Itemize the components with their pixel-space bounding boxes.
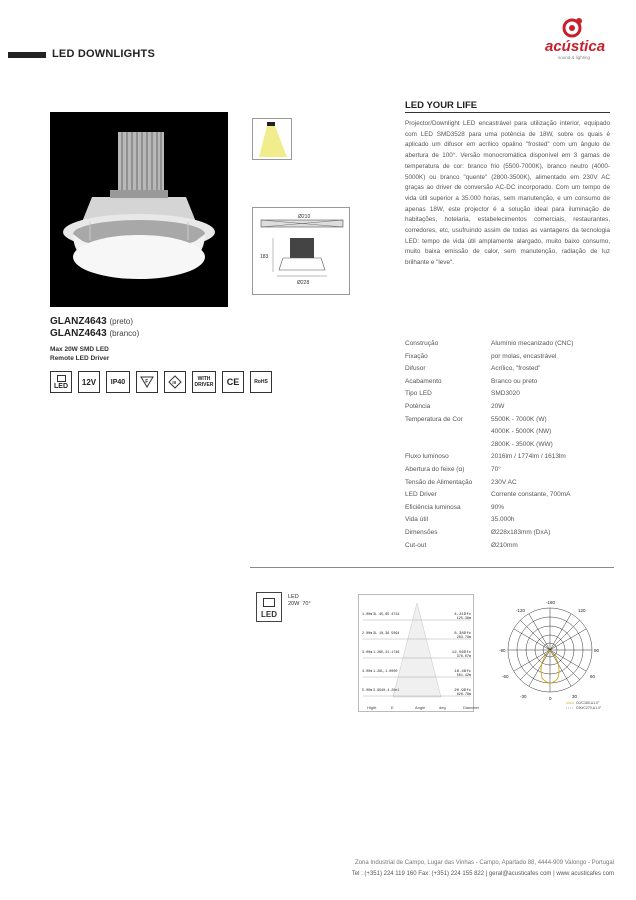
spec-value: 230V AC bbox=[491, 478, 517, 486]
polar-label-bottom: 0 bbox=[549, 696, 552, 701]
spec-row bbox=[405, 464, 573, 477]
dim-height-label: 183 bbox=[260, 254, 269, 260]
spec-row bbox=[405, 502, 573, 515]
product-variant-white: (branco) bbox=[109, 329, 140, 338]
spec-key: Temperatura de Cor bbox=[405, 415, 463, 423]
beam-row-r2: 626.78m bbox=[456, 693, 471, 697]
spec-value: 4000K - 5000K (NW) bbox=[491, 428, 552, 436]
spec-row bbox=[405, 489, 573, 502]
beam-row-h: 5.00m bbox=[362, 689, 373, 693]
svg-text:F: F bbox=[145, 379, 149, 385]
polar-label-lower-right: 60 bbox=[590, 674, 596, 679]
with-driver-icon: WITH DRIVER bbox=[192, 371, 216, 393]
beam-row-r2: 125.38m bbox=[456, 617, 471, 621]
beam-row-r: 16.48fc bbox=[454, 670, 471, 674]
polar-label-mid-left: -90 bbox=[499, 648, 506, 653]
spec-value: 35.000h bbox=[491, 516, 515, 524]
product-variant-black: (preto) bbox=[109, 317, 134, 326]
short-specs bbox=[50, 345, 109, 363]
spec-key: Acabamento bbox=[405, 377, 442, 385]
led-note: LED 20W 70° bbox=[288, 594, 311, 607]
spec-row bbox=[405, 426, 573, 439]
beam-row-l: 1.26E,31.1746 bbox=[373, 651, 400, 655]
spec-row bbox=[405, 451, 573, 464]
spec-key: Eficiência luminosa bbox=[405, 503, 461, 511]
spec-row bbox=[405, 388, 573, 401]
dimension-drawing bbox=[252, 207, 350, 295]
brand-logo-text: acústica bbox=[545, 38, 606, 55]
beam-footer-label: Hight bbox=[367, 705, 377, 710]
spec-value: Ø228x183mm (DxA) bbox=[491, 528, 551, 536]
beam-row-l: 3L 10,36 5894 bbox=[373, 632, 400, 636]
spec-row bbox=[405, 540, 573, 553]
polar-label-top-left: -120 bbox=[516, 608, 526, 613]
led-icon: LED bbox=[50, 371, 72, 393]
spec-line-1: Max 20W SMD LED bbox=[50, 346, 109, 353]
svg-text:III: III bbox=[172, 379, 177, 385]
section-divider bbox=[405, 112, 610, 113]
beam-row-r: 8.38Dfc bbox=[454, 632, 471, 636]
beam-row-r: 20.9Dfc bbox=[454, 689, 471, 693]
spec-key: Potência bbox=[405, 402, 431, 410]
spec-row bbox=[405, 414, 573, 427]
beam-row-l: 3L 45,65 4724 bbox=[373, 613, 400, 617]
beam-row-r: 4.21Dfc bbox=[454, 613, 471, 617]
section-title: LED YOUR LIFE bbox=[405, 100, 478, 111]
beam-footer-label: Angle bbox=[415, 705, 426, 710]
spec-row bbox=[405, 376, 573, 389]
brand-tagline: sound & lighting bbox=[558, 55, 591, 60]
spec-value: SMD3020 bbox=[491, 390, 520, 398]
spec-row bbox=[405, 338, 573, 351]
beam-footer-label: E bbox=[391, 705, 394, 710]
beam-row-h: 4.00m bbox=[362, 670, 373, 674]
spec-value: 20W bbox=[491, 402, 505, 410]
product-code-black: GLANZ4643 bbox=[50, 316, 107, 327]
polar-intensity-chart bbox=[498, 592, 616, 712]
ce-mark-icon: CE bbox=[222, 371, 244, 393]
ip-rating-icon: IP40 bbox=[106, 371, 130, 393]
spec-key: Fixação bbox=[405, 352, 428, 360]
beam-row-h: 1.00m bbox=[362, 613, 373, 617]
beam-row-l: 3.6940,4.20nl bbox=[373, 689, 400, 693]
polar-label-top: -180 bbox=[546, 600, 556, 605]
f-mark-icon bbox=[136, 371, 158, 393]
beam-distribution-chart bbox=[358, 594, 480, 712]
class-iii-icon bbox=[164, 371, 186, 393]
spec-value: 90% bbox=[491, 503, 505, 511]
beam-row-h: 2.00m bbox=[362, 632, 373, 636]
spec-value: Corrente constante, 700mA bbox=[491, 491, 571, 499]
spec-row bbox=[405, 527, 573, 540]
beam-row-r: 12.56Dfc bbox=[451, 651, 471, 655]
product-description: Projector/Downlight LED encastrável para utilização interior, equipado com LED SMD3528 para uma potência de 18W, sobre os quais é aplicado um difusor em acrílico opalino "frosted" com um ângulo de abertura de 100°. Versão monocromática disponível em 3 gamas de temperatura de cor: branco frio (5500-7000K), branco neutro (4000-5000K) ou branco "quente" (2800-3500K), alimentado em 230V AC graças ao driver de conversão AC-DC incorporado. Com um tempo de vida útil superior a 35.000 horas, sem manutenção, e um consumo de apenas 18W, este projector é a solução ideal para iluminação de habitações, hotelaria, estabelecimentos comerciais, restaurantes, corredores, etc, usufruindo assim de todas as vantagens da tecnologia LED: tempo de vida útil amplamente alargado, muito baixo consumo, muito baixa emissão de calor, sem manutenção, radiação de luz brilhante e "leve". bbox=[405, 120, 610, 267]
spec-key: Vida útil bbox=[405, 516, 429, 524]
spec-key: Cut-out bbox=[405, 541, 427, 549]
dim-bottom-label: Ø228 bbox=[297, 280, 310, 286]
spec-value: 2016lm / 1774lm / 1613lm bbox=[491, 453, 566, 461]
product-code-white: GLANZ4643 bbox=[50, 328, 107, 339]
certification-icons bbox=[50, 371, 272, 393]
spec-row bbox=[405, 439, 573, 452]
beam-row-l: 1.26L,1.0000 bbox=[373, 670, 398, 674]
spec-key bbox=[405, 439, 491, 452]
spec-value: Acrílico, "frosted" bbox=[491, 365, 541, 373]
spec-value: 5500K - 7000K (W) bbox=[491, 415, 547, 423]
spec-value: Branco ou preto bbox=[491, 377, 538, 385]
rohs-icon: RoHS bbox=[250, 371, 272, 393]
logo-icon bbox=[560, 16, 584, 38]
footer-contacts: Tel : (+351) 224 119 160 Fax: (+351) 224 155 822 | geral@acusticafes com | www acusticafes com bbox=[351, 871, 614, 877]
spec-key: Abertura do feixe (α) bbox=[405, 465, 465, 473]
spec-value: por molas, encastrável bbox=[491, 352, 557, 360]
spec-row bbox=[405, 477, 573, 490]
spec-value: Alumínio mecanizado (CNC) bbox=[491, 340, 574, 347]
spec-value: 70° bbox=[491, 465, 501, 473]
spec-value: Ø210mm bbox=[491, 541, 518, 549]
spec-row bbox=[405, 514, 573, 527]
spec-row bbox=[405, 401, 573, 414]
footer-address: Zona Industrial de Campo, Lugar das Vinhas - Campo, Apartado 88, 4444-909 Valongo - Portugal bbox=[355, 860, 614, 866]
spec-key: LED Driver bbox=[405, 491, 437, 499]
spec-key: Tipo LED bbox=[405, 390, 432, 398]
spec-key bbox=[405, 426, 491, 439]
polar-label-mid-right: 90 bbox=[594, 648, 600, 653]
beam-row-r2: 376.07m bbox=[456, 655, 471, 659]
section-header-title: LED DOWNLIGHTS bbox=[52, 48, 156, 60]
polar-legend-1: C0/C180,A1.0° bbox=[576, 701, 600, 705]
spec-key: Tensão de Alimentação bbox=[405, 478, 473, 486]
beam-footer-label: deg bbox=[439, 705, 446, 710]
polar-legend-2: C90/C270,A1.0° bbox=[576, 706, 602, 710]
photometry-divider bbox=[250, 567, 614, 568]
spec-table bbox=[405, 338, 573, 552]
dim-top-label: Ø210 bbox=[298, 214, 311, 220]
polar-label-bottom-left: -30 bbox=[520, 694, 527, 699]
voltage-icon: 12V bbox=[78, 371, 100, 393]
beam-thumbnail bbox=[252, 118, 292, 160]
beam-footer-label: Diameter bbox=[463, 705, 480, 710]
spec-key: Construção bbox=[405, 340, 439, 347]
polar-label-lower-left: -60 bbox=[502, 674, 509, 679]
led-icon-large: LED bbox=[256, 592, 282, 622]
spec-key: Difusor bbox=[405, 365, 426, 373]
beam-row-h: 3.00m bbox=[362, 651, 373, 655]
spec-value: 2800K - 3500K (WW) bbox=[491, 440, 553, 448]
spec-row bbox=[405, 351, 573, 364]
spec-line-2: Remote LED Driver bbox=[50, 355, 110, 362]
beam-row-r2: 283.79m bbox=[456, 636, 471, 640]
product-caption bbox=[50, 316, 139, 340]
footer bbox=[230, 858, 614, 880]
polar-label-bottom-right: 30 bbox=[572, 694, 578, 699]
spec-row bbox=[405, 363, 573, 376]
spec-key: Fluxo luminoso bbox=[405, 453, 449, 461]
product-photo bbox=[50, 112, 228, 307]
spec-key: Dimensões bbox=[405, 528, 438, 536]
beam-row-r2: 501.42m bbox=[456, 674, 471, 678]
polar-label-top-right: 120 bbox=[578, 608, 586, 613]
header-bar bbox=[8, 52, 46, 58]
